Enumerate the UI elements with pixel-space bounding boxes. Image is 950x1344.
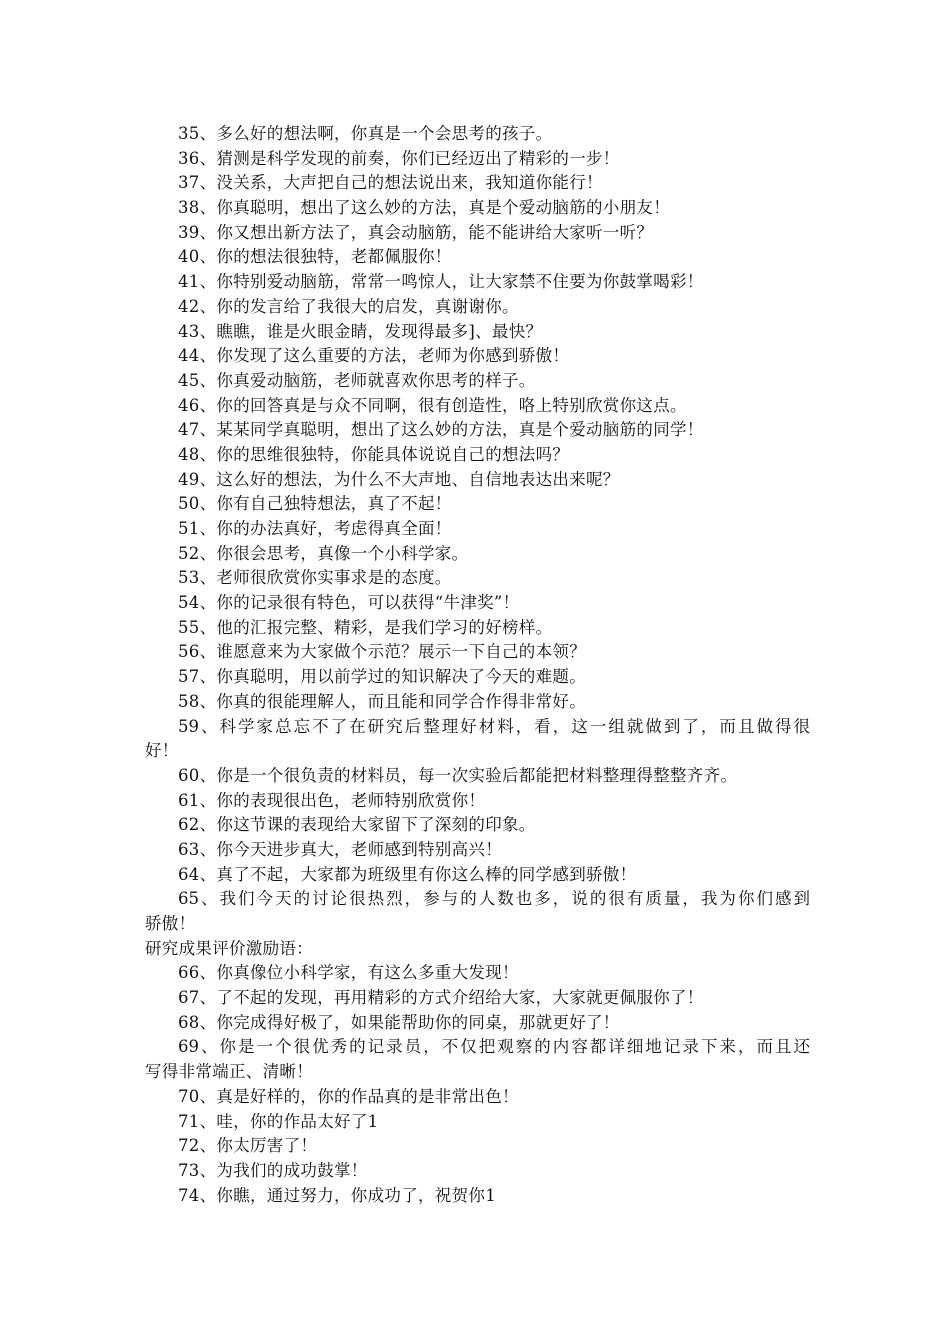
paragraph-line: 73、为我们的成功鼓掌！ [178,1160,368,1180]
paragraph-line: 49、这么好的想法，为什么不大声地、自信地表达出来呢？ [178,469,620,489]
paragraph-line: 50、你有自己独特想法，真了不起！ [178,494,452,514]
paragraph-line: 55、他的汇报完整、精彩，是我们学习的好榜样。 [178,617,553,637]
paragraph-line: 37、没关系，大声把自己的想法说出来，我知道你能行！ [178,173,603,193]
paragraph-line: 48、你的思维很独特，你能具体说说自己的想法吗？ [178,444,570,464]
paragraph-continuation: 写得非常端正、清晰！ [145,1062,313,1082]
paragraph-line: 58、你真的很能理解人，而且能和同学合作得非常好。 [178,691,586,711]
paragraph-line: 36、猜测是科学发现的前奏，你们已经迈出了精彩的一步！ [178,148,620,168]
document-page [145,122,810,1208]
paragraph-line: 69、你是一个很优秀的记录员，不仅把观察的内容都详细地记录下来，而且还 [178,1037,810,1057]
paragraph-line: 59、科学家总忘不了在研究后整理好材料，看，这一组就做到了，而且做得很 [178,716,810,736]
paragraph-line: 70、真是好样的，你的作品真的是非常出色！ [178,1086,519,1106]
paragraph-continuation: 好！ [145,741,179,761]
paragraph-line: 51、你的办法真好，考虑得真全面！ [178,519,452,538]
paragraph-line: 60、你是一个很负责的材料员，每一次实验后都能把材料整理得整整齐齐。 [178,765,738,785]
paragraph-line: 38、你真聪明，想出了这么妙的方法，真是个爱动脑筋的小朋友！ [178,198,670,218]
paragraph-line: 43、瞧瞧，谁是火眼金睛，发现得最多]、最快？ [178,321,543,341]
paragraph-line: 65、我们今天的讨论很热烈，参与的人数也多，说的很有质量，我为你们感到 [178,889,810,909]
paragraph-line: 71、哇，你的作品太好了1 [178,1111,379,1131]
paragraph-line: 47、某某同学真聪明，想出了这么妙的方法，真是个爱动脑筋的同学！ [178,420,704,440]
paragraph-line: 52、你很会思考，真像一个小科学家。 [178,543,469,563]
paragraph-line: 63、你今天进步真大，老师感到特别高兴！ [178,839,502,859]
paragraph-line: 45、你真爱动脑筋，老师就喜欢你思考的样子。 [178,370,536,390]
paragraph-line: 42、你的发言给了我很大的启发，真谢谢你。 [178,296,519,316]
paragraph-line: 67、了不起的发现，再用精彩的方式介绍给大家，大家就更佩服你了！ [178,988,704,1008]
paragraph-continuation: 骄傲！ [145,914,196,933]
paragraph-line: 72、你太厉害了！ [178,1136,318,1156]
paragraph-line: 39、你又想出新方法了，真会动脑筋，能不能讲给大家听一听？ [178,222,654,242]
paragraph-line: 57、你真聪明，用以前学过的知识解决了今天的难题。 [178,667,586,687]
paragraph-line: 46、你的回答真是与众不同啊，很有创造性，咯上特别欣赏你这点。 [178,395,687,415]
paragraph-line: 68、你完成得好极了，如果能帮助你的同桌，那就更好了！ [178,1012,620,1032]
paragraph-line: 41、你特别爱动脑筋，常常一鸣惊人，让大家禁不住要为你鼓掌喝彩！ [178,272,704,292]
paragraph-line: 53、老师很欣赏你实事求是的态度。 [178,568,452,588]
paragraph-line: 64、真了不起，大家都为班级里有你这么棒的同学感到骄傲！ [178,864,637,884]
paragraph-line: 40、你的想法很独特，老都佩服你！ [178,247,452,267]
paragraph-line: 35、多么好的想法啊，你真是一个会思考的孩子。 [178,124,553,143]
paragraph-line: 44、你发现了这么重要的方法，老师为你感到骄傲！ [178,346,570,366]
paragraph-line: 66、你真像位小科学家，有这么多重大发现！ [178,963,519,983]
paragraph-line: 74、你瞧，通过努力，你成功了，祝贺你1 [178,1185,496,1205]
paragraph-line: 56、谁愿意来为大家做个示范？展示一下自己的本领？ [178,642,586,662]
paragraph-line: 61、你的表现很出色，老师特别欣赏你！ [178,790,486,810]
paragraph-line: 62、你这节课的表现给大家留下了深刻的印象。 [178,815,536,835]
paragraph-line: 54、你的记录很有特色，可以获得“牛津奖”！ [178,593,520,613]
section-heading: 研究成果评价激励语： [145,938,313,958]
